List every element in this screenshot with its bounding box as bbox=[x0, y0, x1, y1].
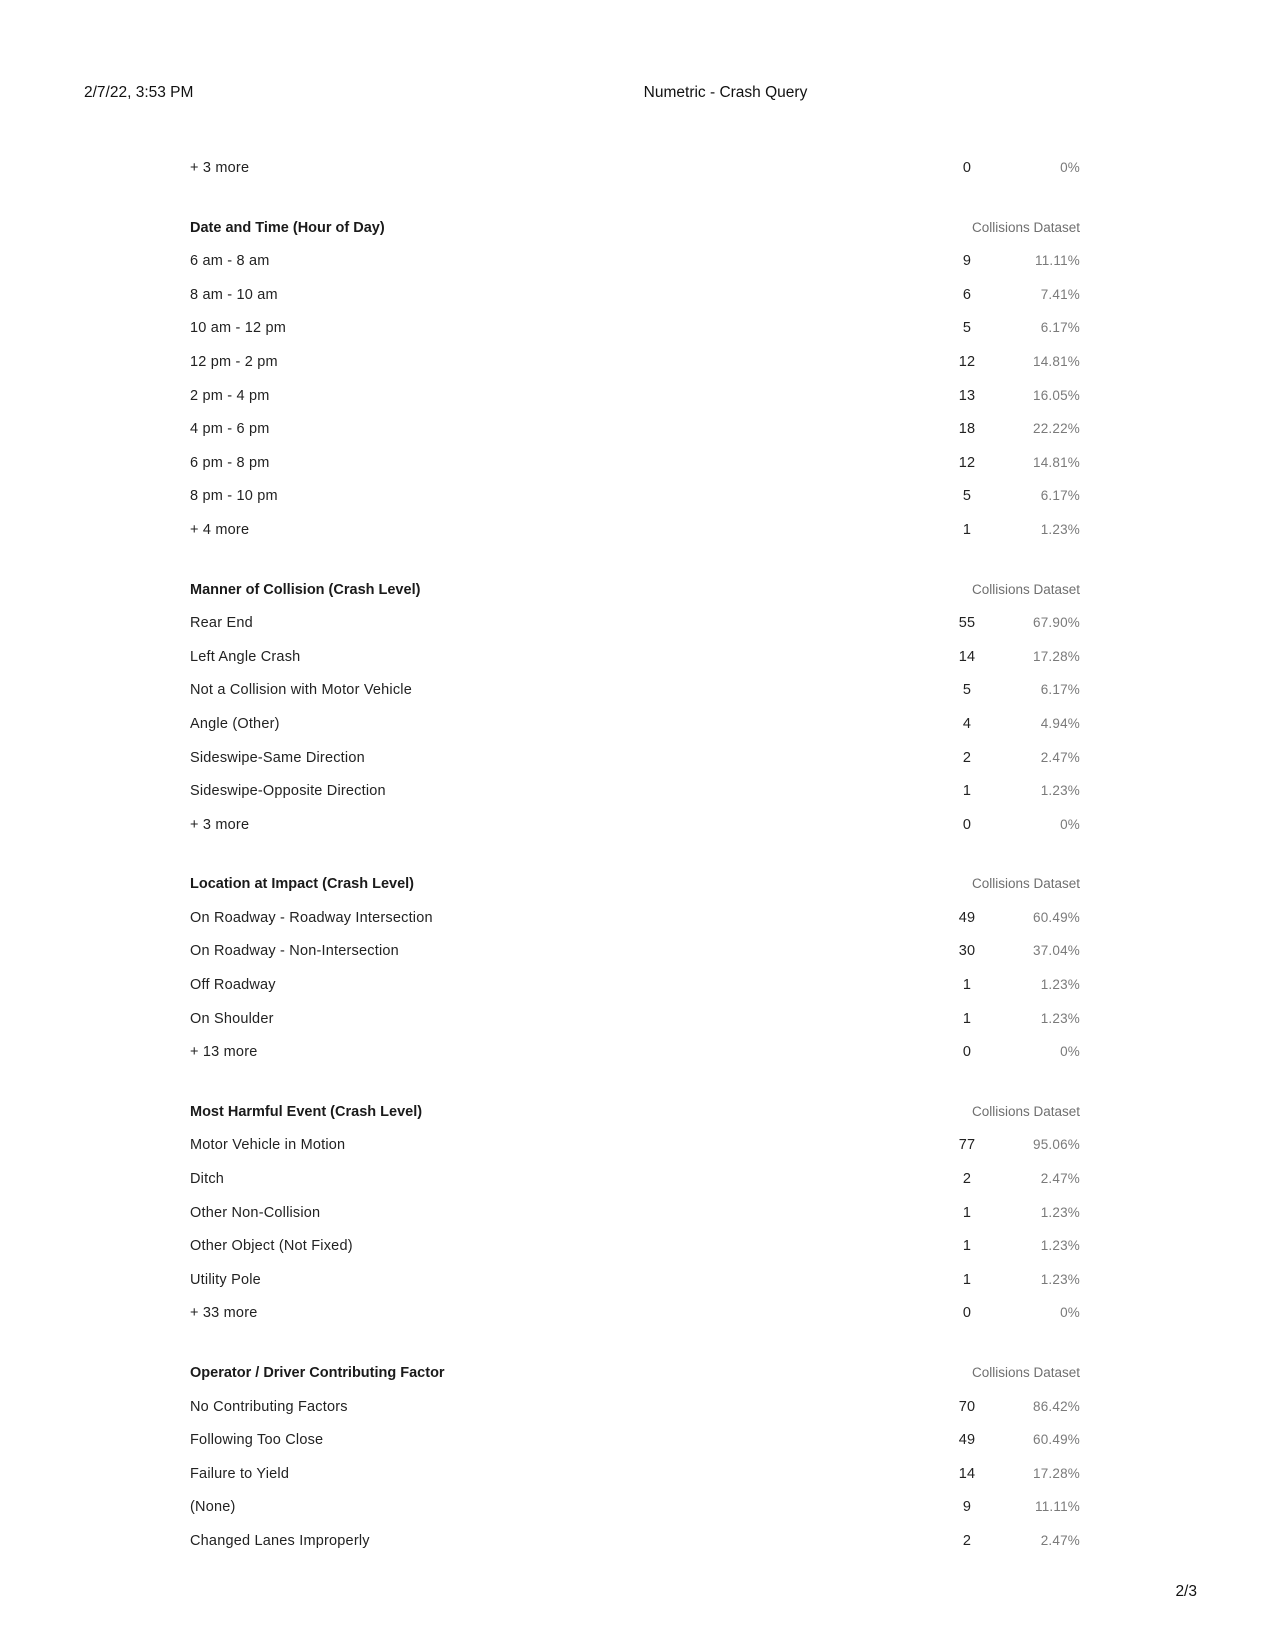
row-percent: 2.47% bbox=[1040, 1171, 1080, 1187]
row-count: 5 bbox=[962, 488, 972, 505]
row-label: (None) bbox=[190, 1499, 236, 1516]
row-label: 8 am - 10 am bbox=[190, 286, 278, 303]
row-percent: 14.81% bbox=[1033, 454, 1080, 470]
row-percent: 11.11% bbox=[1035, 253, 1080, 269]
table-row bbox=[190, 817, 1090, 851]
print-datetime: 2/7/22, 3:53 PM bbox=[84, 84, 194, 101]
row-label: Sideswipe-Opposite Direction bbox=[190, 783, 386, 800]
results-section bbox=[190, 1104, 1090, 1339]
row-label: 12 pm - 2 pm bbox=[190, 353, 278, 370]
table-row bbox=[190, 354, 1090, 388]
row-label: 6 am - 8 am bbox=[190, 253, 270, 270]
row-percent: 1.23% bbox=[1040, 1010, 1080, 1026]
table-row bbox=[190, 1399, 1090, 1433]
row-percent: 2.47% bbox=[1040, 749, 1080, 765]
row-percent: 0% bbox=[1060, 816, 1080, 832]
table-row bbox=[190, 682, 1090, 716]
row-percent: 67.90% bbox=[1033, 615, 1080, 631]
row-label: On Roadway - Non-Intersection bbox=[190, 943, 399, 960]
row-label: Rear End bbox=[190, 615, 253, 632]
dataset-label: Collisions Dataset bbox=[971, 876, 1080, 892]
row-label: Utility Pole bbox=[190, 1271, 261, 1288]
row-percent: 1.23% bbox=[1040, 1238, 1080, 1254]
table-row bbox=[190, 1499, 1090, 1533]
row-count: 49 bbox=[958, 1432, 976, 1449]
row-label[interactable]: + 4 more bbox=[190, 521, 250, 538]
row-label: 8 pm - 10 pm bbox=[190, 488, 278, 505]
section-title: Manner of Collision (Crash Level) bbox=[190, 581, 421, 598]
results-section bbox=[190, 220, 1090, 556]
row-percent: 4.94% bbox=[1040, 715, 1080, 731]
dataset-label: Collisions Dataset bbox=[971, 219, 1080, 235]
row-count: 0 bbox=[962, 160, 972, 176]
row-percent: 17.28% bbox=[1033, 648, 1080, 664]
table-row bbox=[190, 1272, 1090, 1306]
table-row bbox=[190, 1044, 1090, 1078]
row-count: 9 bbox=[962, 1499, 972, 1516]
row-label: 6 pm - 8 pm bbox=[190, 454, 270, 471]
row-label: 2 pm - 4 pm bbox=[190, 387, 270, 404]
row-percent: 14.81% bbox=[1033, 353, 1080, 369]
row-percent: 22.22% bbox=[1033, 421, 1080, 437]
row-label: Ditch bbox=[190, 1171, 225, 1188]
print-header bbox=[0, 84, 1275, 106]
table-row bbox=[190, 750, 1090, 784]
row-count: 1 bbox=[962, 783, 972, 800]
row-percent: 17.28% bbox=[1033, 1465, 1080, 1481]
table-row bbox=[190, 488, 1090, 522]
row-count: 12 bbox=[958, 454, 976, 471]
row-count: 1 bbox=[962, 1204, 972, 1221]
table-row bbox=[190, 1171, 1090, 1205]
table-row bbox=[190, 160, 1090, 194]
row-label: Angle (Other) bbox=[190, 715, 280, 732]
row-count: 14 bbox=[958, 648, 976, 665]
section-overflow-previous bbox=[190, 160, 1090, 194]
results-section bbox=[190, 1365, 1090, 1567]
row-count: 1 bbox=[962, 977, 972, 994]
table-row bbox=[190, 716, 1090, 750]
row-count: 2 bbox=[962, 1171, 972, 1188]
row-label: Off Roadway bbox=[190, 977, 276, 994]
row-count: 2 bbox=[962, 749, 972, 766]
row-percent: 16.05% bbox=[1033, 387, 1080, 403]
row-label: 4 pm - 6 pm bbox=[190, 421, 270, 438]
row-count: 1 bbox=[962, 1271, 972, 1288]
row-count: 9 bbox=[962, 253, 972, 270]
table-row bbox=[190, 1466, 1090, 1500]
row-percent: 0% bbox=[1060, 160, 1080, 175]
row-count: 30 bbox=[958, 943, 976, 960]
row-count: 5 bbox=[962, 682, 972, 699]
dataset-label: Collisions Dataset bbox=[971, 1365, 1080, 1380]
section-title: Date and Time (Hour of Day) bbox=[190, 219, 385, 236]
crash-query-results bbox=[190, 160, 1090, 1593]
table-row bbox=[190, 421, 1090, 455]
row-percent: 86.42% bbox=[1033, 1398, 1080, 1414]
row-label: Not a Collision with Motor Vehicle bbox=[190, 682, 412, 699]
table-row bbox=[190, 1533, 1090, 1567]
row-percent: 0% bbox=[1060, 1044, 1080, 1060]
page-number: 2/3 bbox=[1175, 1583, 1197, 1600]
table-row bbox=[190, 1205, 1090, 1239]
table-row bbox=[190, 287, 1090, 321]
results-section bbox=[190, 582, 1090, 851]
table-row bbox=[190, 455, 1090, 489]
document-title: Numetric - Crash Query bbox=[643, 84, 808, 101]
section-header bbox=[190, 876, 1090, 910]
row-percent: 1.23% bbox=[1040, 977, 1080, 993]
row-count: 0 bbox=[962, 816, 972, 833]
row-percent: 1.23% bbox=[1040, 1271, 1080, 1287]
row-count: 0 bbox=[962, 1305, 972, 1322]
table-row bbox=[190, 943, 1090, 977]
table-row bbox=[190, 320, 1090, 354]
row-label: Motor Vehicle in Motion bbox=[190, 1137, 346, 1154]
section-header bbox=[190, 582, 1090, 616]
row-count: 1 bbox=[962, 1238, 972, 1255]
row-count: 13 bbox=[958, 387, 976, 404]
section-title: Most Harmful Event (Crash Level) bbox=[190, 1103, 423, 1120]
table-row bbox=[190, 615, 1090, 649]
section-header bbox=[190, 1365, 1090, 1399]
row-count: 2 bbox=[962, 1532, 972, 1549]
row-label: Other Non-Collision bbox=[190, 1204, 321, 1221]
table-row bbox=[190, 977, 1090, 1011]
section-title: Location at Impact (Crash Level) bbox=[190, 876, 414, 893]
table-row bbox=[190, 1011, 1090, 1045]
section-header bbox=[190, 1104, 1090, 1138]
row-count: 70 bbox=[958, 1398, 976, 1415]
row-label[interactable]: + 33 more bbox=[190, 1305, 258, 1322]
row-count: 5 bbox=[962, 320, 972, 337]
section-title: Operator / Driver Contributing Factor bbox=[190, 1365, 445, 1381]
row-count: 4 bbox=[962, 715, 972, 732]
row-count: 1 bbox=[962, 1010, 972, 1027]
table-row bbox=[190, 1137, 1090, 1171]
row-count: 77 bbox=[958, 1137, 976, 1154]
table-row bbox=[190, 253, 1090, 287]
section-header bbox=[190, 220, 1090, 254]
row-percent: 37.04% bbox=[1033, 943, 1080, 959]
row-percent: 7.41% bbox=[1040, 286, 1080, 302]
row-count: 14 bbox=[958, 1465, 976, 1482]
row-count: 18 bbox=[958, 421, 976, 438]
row-percent: 6.17% bbox=[1040, 488, 1080, 504]
table-row bbox=[190, 1305, 1090, 1339]
row-label: Sideswipe-Same Direction bbox=[190, 749, 365, 766]
row-percent: 1.23% bbox=[1040, 1204, 1080, 1220]
row-percent: 2.47% bbox=[1040, 1532, 1080, 1548]
dataset-label: Collisions Dataset bbox=[971, 581, 1080, 597]
dataset-label: Collisions Dataset bbox=[971, 1103, 1080, 1119]
table-row bbox=[190, 910, 1090, 944]
row-label: Other Object (Not Fixed) bbox=[190, 1238, 353, 1255]
row-label: On Shoulder bbox=[190, 1010, 274, 1027]
row-label: Following Too Close bbox=[190, 1432, 324, 1449]
row-percent: 60.49% bbox=[1033, 909, 1080, 925]
row-percent: 11.11% bbox=[1035, 1499, 1080, 1515]
row-percent: 0% bbox=[1060, 1305, 1080, 1321]
row-label[interactable]: + 3 more bbox=[190, 816, 250, 833]
row-label: Changed Lanes Improperly bbox=[190, 1532, 370, 1549]
row-percent: 1.23% bbox=[1040, 521, 1080, 537]
table-row bbox=[190, 388, 1090, 422]
row-label: No Contributing Factors bbox=[190, 1398, 348, 1415]
row-count: 0 bbox=[962, 1044, 972, 1061]
row-count: 49 bbox=[958, 909, 976, 926]
row-percent: 95.06% bbox=[1033, 1137, 1080, 1153]
row-label: On Roadway - Roadway Intersection bbox=[190, 909, 433, 926]
table-row bbox=[190, 783, 1090, 817]
row-count: 55 bbox=[958, 615, 976, 632]
row-count: 1 bbox=[962, 521, 972, 538]
table-row bbox=[190, 1432, 1090, 1466]
row-label: Failure to Yield bbox=[190, 1465, 290, 1482]
row-count: 12 bbox=[958, 353, 976, 370]
row-label: 10 am - 12 pm bbox=[190, 320, 287, 337]
table-row bbox=[190, 522, 1090, 556]
row-label: Left Angle Crash bbox=[190, 648, 301, 665]
row-percent: 1.23% bbox=[1040, 783, 1080, 799]
row-label[interactable]: + 3 more bbox=[190, 160, 250, 176]
row-count: 6 bbox=[962, 286, 972, 303]
table-row bbox=[190, 649, 1090, 683]
row-percent: 6.17% bbox=[1040, 682, 1080, 698]
row-percent: 60.49% bbox=[1033, 1432, 1080, 1448]
row-label[interactable]: + 13 more bbox=[190, 1044, 258, 1061]
table-row bbox=[190, 1238, 1090, 1272]
results-section bbox=[190, 876, 1090, 1078]
row-percent: 6.17% bbox=[1040, 320, 1080, 336]
